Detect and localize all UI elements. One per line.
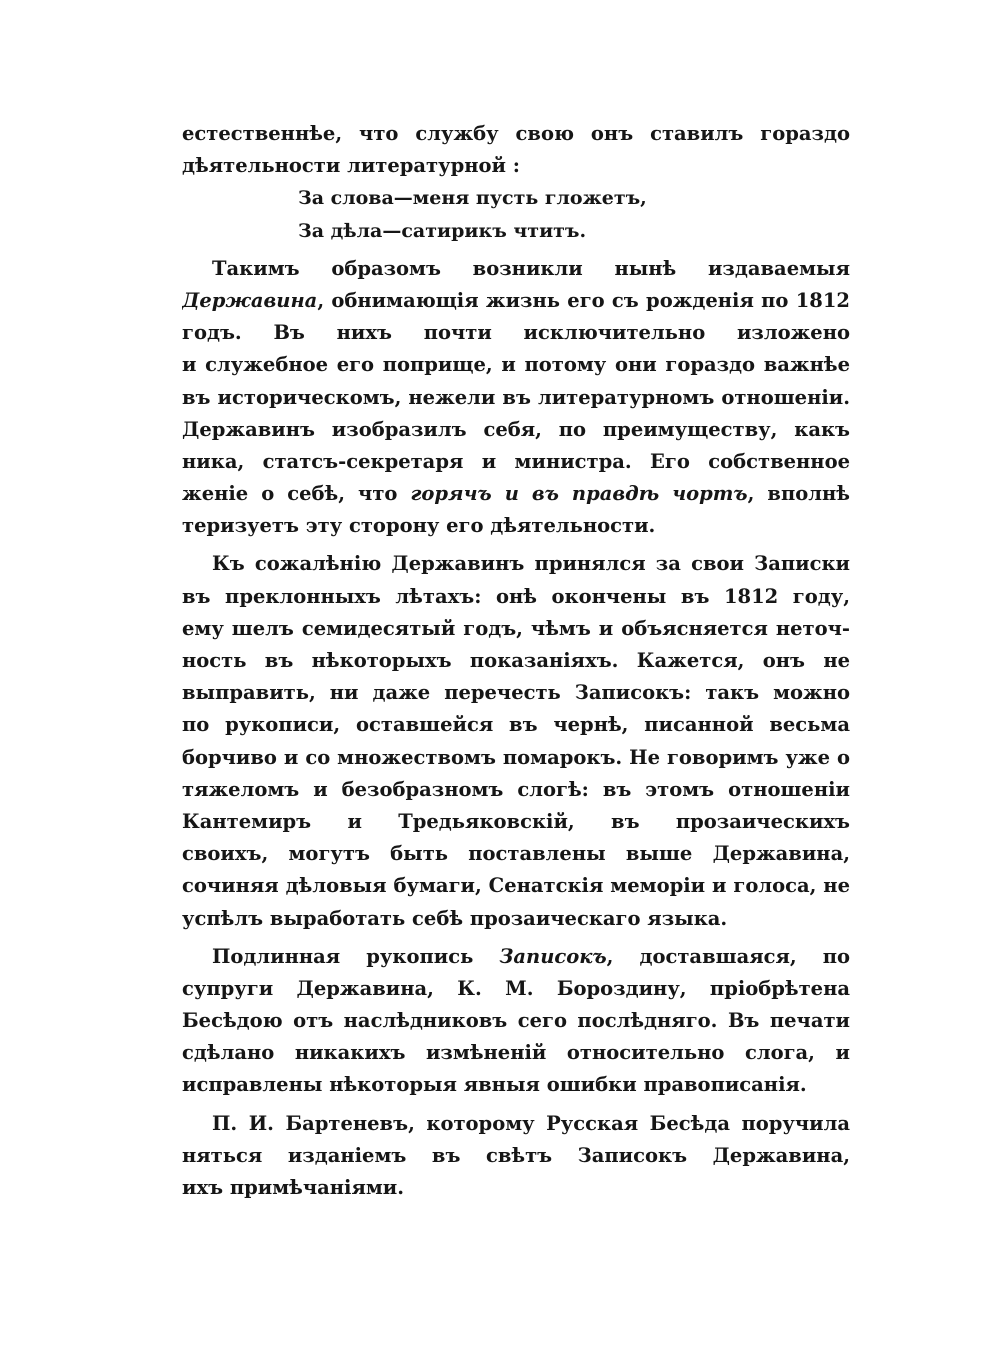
text-line: Подлинная рукопись Записокъ, доставшаяся, по: [212, 944, 850, 968]
text-line: ему шелъ семидесятый годъ, чѣмъ и объясняется неточ-: [182, 616, 850, 640]
text-line: женіе о себѣ, что горячъ и въ правдѣ чортъ, вполнѣ: [182, 482, 850, 506]
text-line: сочиняя дѣловыя бумаги, Сенатскія меморіи и голоса, не: [182, 874, 850, 898]
italic-phrase: Державина: [182, 288, 318, 312]
text-line: ника, статсъ-секретаря и министра. Его собственное: [182, 449, 850, 473]
text-line: П. И. Бартеневъ, которому Русская Бесѣда поручила: [212, 1111, 850, 1135]
text-line: Къ сожалѣнію Державинъ принялся за свои Записки: [212, 552, 850, 576]
text-line: дѣятельности литературной :: [182, 154, 520, 178]
text-line: по рукописи, оставшейся въ чернѣ, писанной весьма: [182, 713, 850, 737]
text-line: Кантемиръ и Тредьяковскій, въ прозаическихъ: [182, 809, 850, 833]
italic-phrase: горячъ и въ правдѣ чортъ: [410, 482, 748, 506]
text-line: годъ. Въ нихъ почти исключительно изложено: [182, 321, 850, 345]
verse-line: За слова—меня пусть гложетъ,: [298, 187, 647, 210]
text-line: въ преклонныхъ лѣтахъ: онѣ окончены въ 1812 году,: [182, 584, 850, 608]
text-line: своихъ, могутъ быть поставлены выше Державина,: [182, 842, 850, 866]
text-line: няться изданіемъ въ свѣтъ Записокъ Державина,: [182, 1143, 850, 1167]
text-line: естественнѣе, что службу свою онъ ставилъ гораздо: [182, 122, 850, 145]
page-text: [182, 118, 850, 1204]
text-line: тяжеломъ и безобразномъ слогѣ: въ этомъ отношеніи: [182, 777, 850, 801]
text-line: и служебное его поприще, и потому они гораздо важнѣе: [182, 353, 850, 377]
text-line: супруги Державина, К. М. Бороздину, пріобрѣтена: [182, 976, 850, 1000]
text-line: сдѣлано никакихъ измѣненій относительно слога, и: [182, 1041, 850, 1065]
text-line: въ историческомъ, нежели въ литературномъ отношеніи.: [182, 385, 850, 409]
text-line: Такимъ образомъ возникли нынѣ издаваемыя: [212, 256, 850, 280]
text-line: ихъ примѣчаніями.: [182, 1176, 405, 1199]
text-line: Державина, обнимающія жизнь его съ рожденія по 1812: [182, 288, 850, 312]
text-line: борчиво и со множествомъ помарокъ. Не говоримъ уже о: [182, 745, 850, 769]
text-line: Бесѣдою отъ наслѣдниковъ сего послѣдняго. Въ печати: [182, 1009, 850, 1033]
italic-phrase: Записокъ: [499, 944, 607, 968]
text-line: исправлены нѣкоторыя явныя ошибки правописанія.: [182, 1073, 807, 1097]
text-line: выправить, ни даже перечесть Записокъ: такъ можно: [182, 681, 850, 705]
verse-line: За дѣла—сатирикъ чтитъ.: [298, 219, 587, 242]
text-line: Державинъ изобразилъ себя, по преимуществу, какъ: [182, 417, 850, 441]
text-line: теризуетъ эту сторону его дѣятельности.: [182, 514, 656, 538]
text-line: ность въ нѣкоторыхъ показаніяхъ. Кажется, онъ не: [182, 649, 850, 672]
text-line: успѣлъ выработать себѣ прозаическаго языка.: [182, 906, 728, 930]
